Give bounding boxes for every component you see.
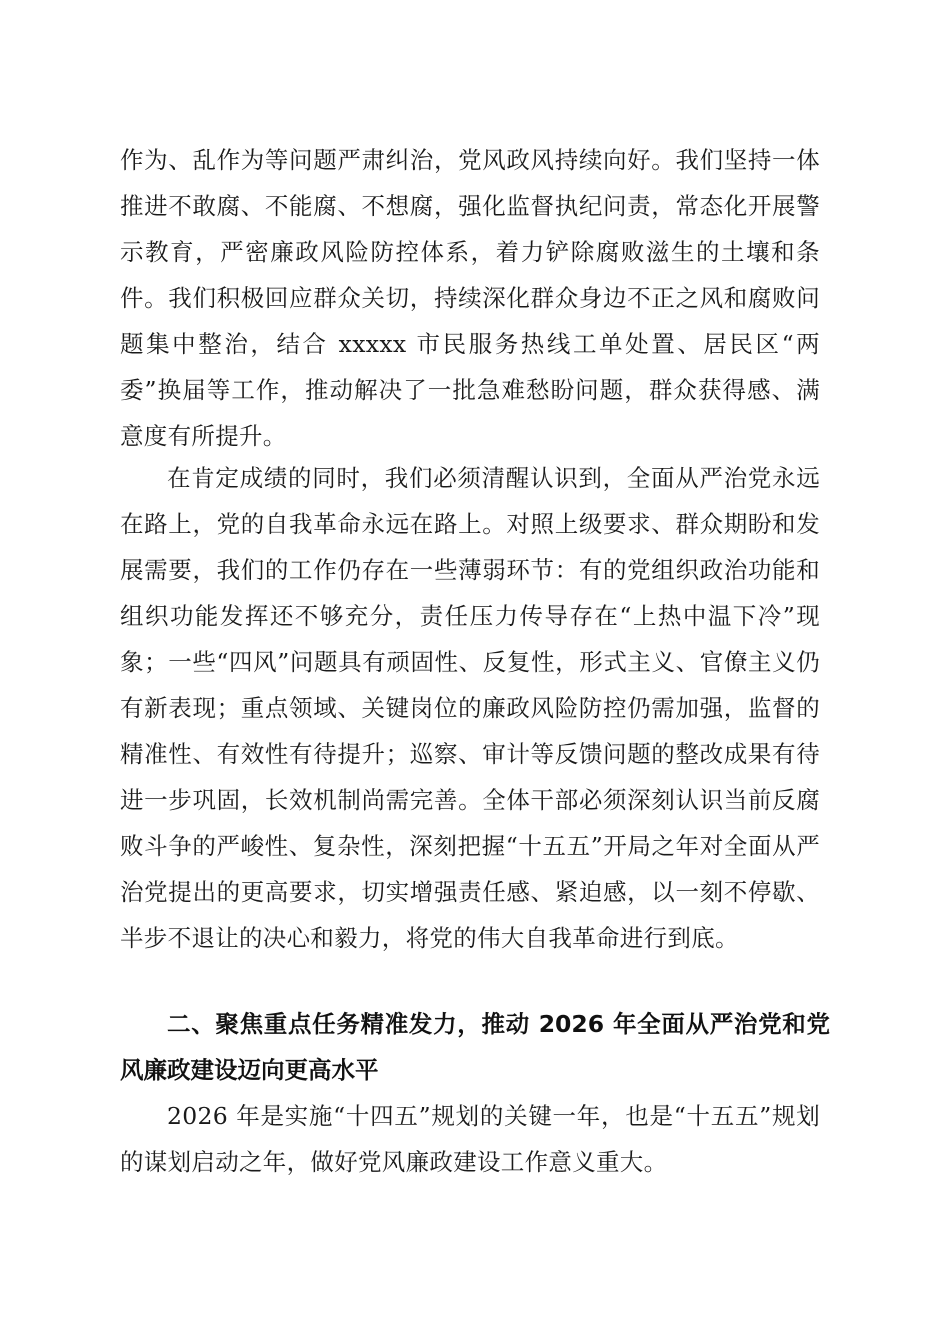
paragraph-continued: 作为、乱作为等问题严肃纠治，党风政风持续向好。我们坚持一体推进不敢腐、不能腐、不想腐，强化监督执纪问责，常态化开展警示教育，严密廉政风险防控体系，着力铲除腐败滋生的土壤和条件。我们积极回应群众关切，持续深化群众身边不正之风和腐败问题集中整治，结合 xxxxx 市民服务热线工单处置、居民区“两委”换届等工作，推动解决了一批急难愁盼问题，群众获得感、满意度有所提升。: [120, 146, 820, 450]
paragraph-2026-intro: 2026 年是实施“十四五”规划的关键一年，也是“十五五”规划的谋划启动之年，做好党风廉政建设工作意义重大。: [120, 1102, 820, 1176]
section-heading: 二、聚焦重点任务精准发力，推动 2026 年全面从严治党和党风廉政建设迈向更高水平: [120, 1010, 830, 1084]
paragraph-shortcomings: 在肯定成绩的同时，我们必须清醒认识到，全面从严治党永远在路上，党的自我革命永远在路上。对照上级要求、群众期盼和发展需要，我们的工作仍存在一些薄弱环节：有的党组织政治功能和组织功能发挥还不够充分，责任压力传导存在“上热中温下冷”现象；一些“四风”问题具有顽固性、反复性，形式主义、官僚主义仍有新表现；重点领域、关键岗位的廉政风险防控仍需加强，监督的精准性、有效性有待提升；巡察、审计等反馈问题的整改成果有待进一步巩固，长效机制尚需完善。全体干部必须深刻认识当前反腐败斗争的严峻性、复杂性，深刻把握“十五五”开局之年对全面从严治党提出的更高要求，切实增强责任感、紧迫感，以一刻不停歇、半步不退让的决心和毅力，将党的伟大自我革命进行到底。: [120, 464, 820, 952]
